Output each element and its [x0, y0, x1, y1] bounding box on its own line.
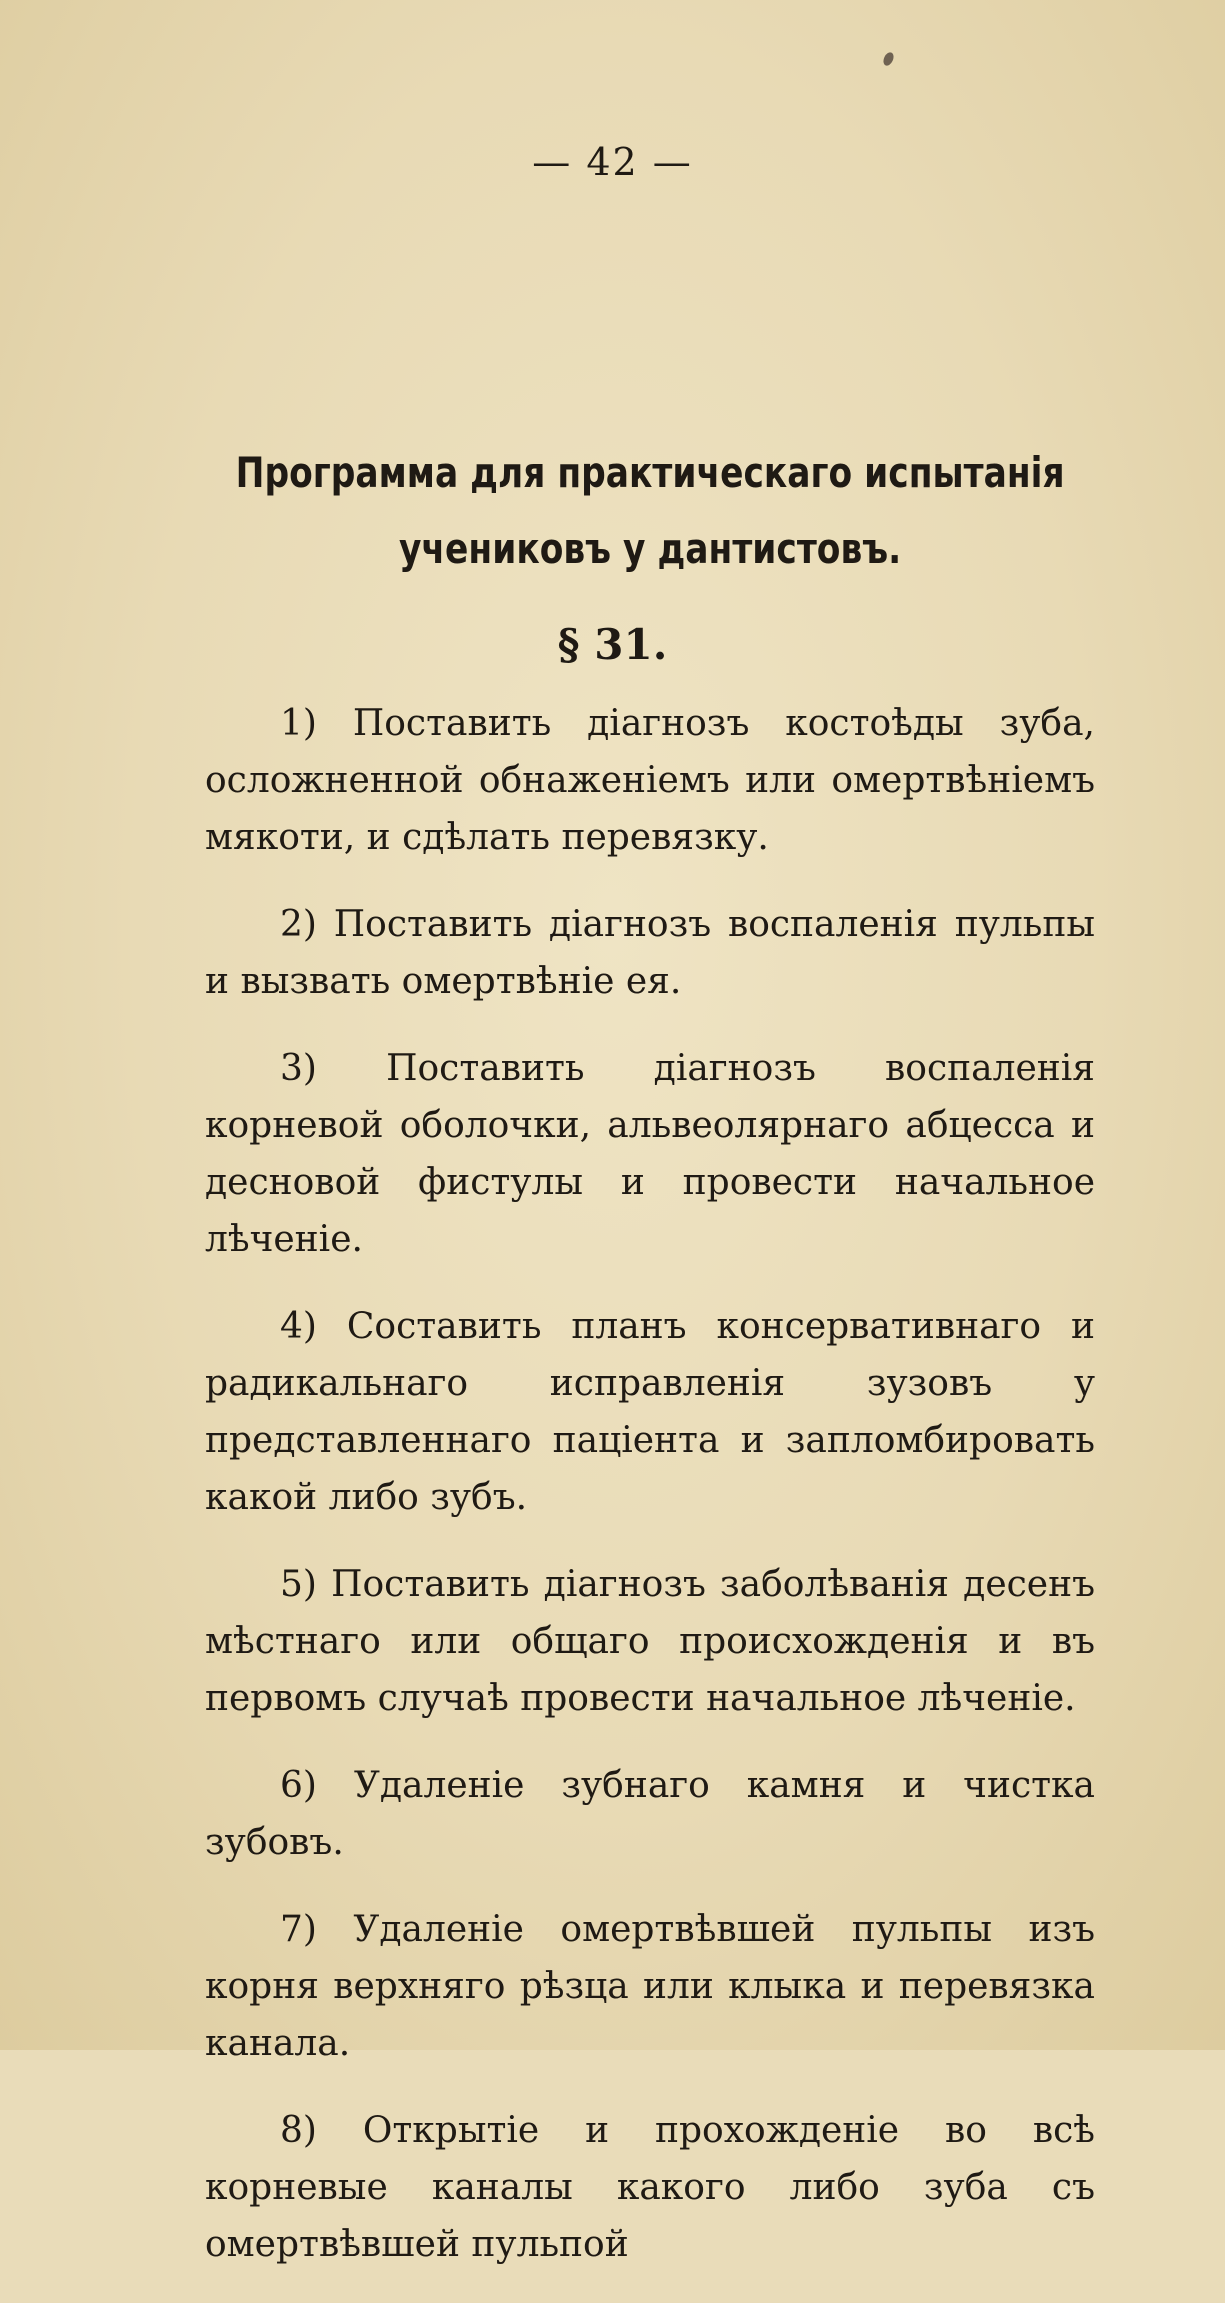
page-heading: Программа для практическаго испытанія учениковъ у дантистовъ. [235, 448, 1065, 573]
ink-spot [881, 51, 895, 67]
list-item: 4) Составить планъ консервативнаго и радикальнаго исправленія зузовъ у представленнаго паціента и запломбировать какой либо зубъ. [205, 1306, 1095, 1518]
item-list [205, 695, 1095, 2303]
section-number: § 31. [557, 620, 668, 669]
list-item: 5) Поставить діагнозъ заболѣванія десенъ мѣстнаго или общаго происхожденія и въ первомъ случаѣ провести начальное лѣченіе. [205, 1564, 1095, 1719]
list-item: 2) Поставить діагнозъ воспаленія пульпы и вызвать омертвѣніе ея. [205, 904, 1095, 1002]
list-item: 1) Поставить діагнозъ костоѣды зуба, осложненной обнаженіемъ или омертвѣніемъ мякоти, и сдѣлать перевязку. [205, 703, 1095, 858]
list-item: 8) Открытіе и прохожденіе во всѣ корневые каналы какого либо зуба съ омертвѣвшей пульпой [205, 2110, 1095, 2265]
page-number: — 42 — [532, 140, 693, 184]
list-item: 6) Удаленіе зубнаго камня и чистка зубовъ. [205, 1765, 1095, 1863]
list-item: 7) Удаленіе омертвѣвшей пульпы изъ корня верхняго рѣзца или клыка и перевязка канала. [205, 1909, 1095, 2064]
list-item: 3) Поставить діагнозъ воспаленія корневой оболочки, альвеолярнаго абцесса и десновой фистулы и провести начальное лѣченіе. [205, 1048, 1095, 1260]
